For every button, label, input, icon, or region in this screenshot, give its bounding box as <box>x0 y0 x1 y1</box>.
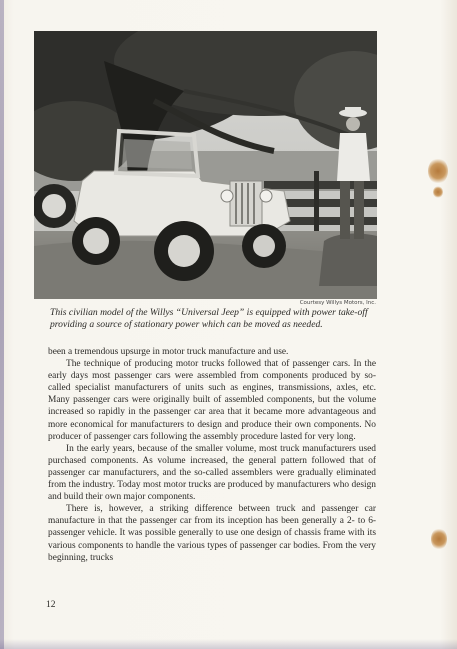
page-number: 12 <box>46 600 56 610</box>
photo-credit: Courtesy Willys Motors, Inc. <box>299 300 376 306</box>
photo-caption: This civilian model of the Willys “Universal Jeep” is equipped with power take-off providing a source of stationary power which can be moved as needed. <box>50 307 368 330</box>
page-binding-edge <box>0 0 4 649</box>
page-bottom-edge <box>0 639 457 649</box>
paragraph: In the early years, because of the smaller volume, most truck manufacturers used purchased components. As volume increased, the general pattern followed that of passenger car manufacturers, and the so-called assemblers were gradually eliminated from the industry. Today most motor trucks are produced by manufacturers who design and build their own major components. <box>48 443 376 503</box>
paper-stain <box>433 186 443 198</box>
paragraph: been a tremendous upsurge in motor truck manufacture and use. <box>48 347 289 357</box>
paper-stain <box>431 528 447 550</box>
body-text <box>48 346 376 564</box>
paragraph: There is, however, a striking difference between truck and passenger car manufacture in that the passenger car from its inception has been generally a 2- to 6-passenger vehicle. It was possible generally to use one design of chassis frame with its various components to handle the various types of passenger car bodies. From the very beginning, trucks <box>48 504 376 563</box>
jeep-photograph <box>34 31 377 299</box>
paragraph: The technique of producing motor trucks followed that of passenger cars. In the early days most passenger cars were assembled from components produced by so-called specialist manufacturers of units such as engines, transmissions, axles, etc. Many passenger cars were originally built of assembled components, but the volume increased so rapidly in the passenger car area that it became more advantageous and more economical for manufacturers to design and produce their own components. No producer of passenger cars following the assembly procedure lasted for very long. <box>48 359 376 442</box>
paper-stain <box>428 158 448 184</box>
